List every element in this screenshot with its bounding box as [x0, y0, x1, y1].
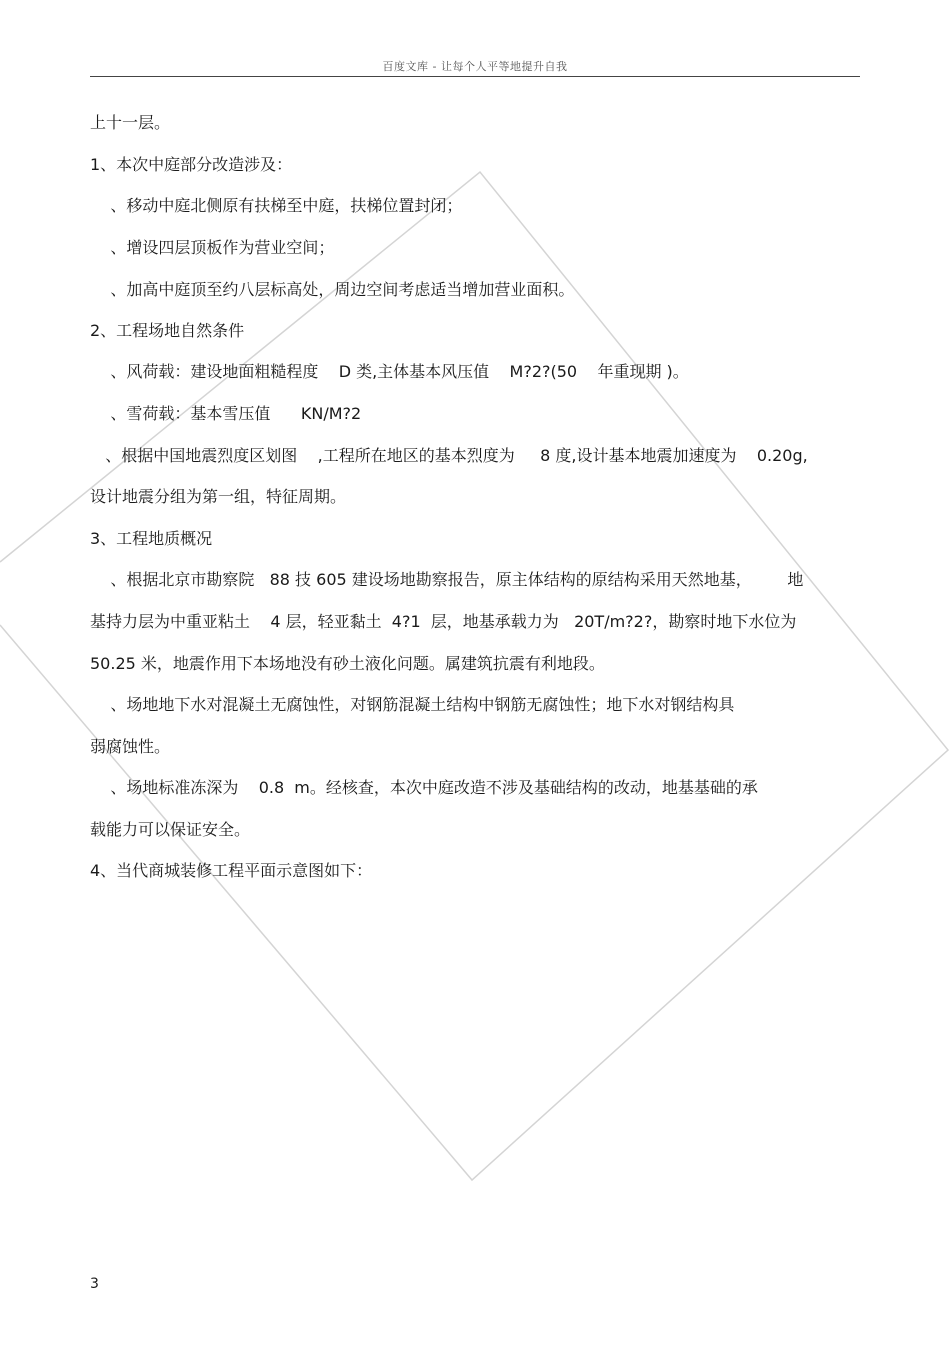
paragraph-line: 上十一层。 — [90, 113, 171, 132]
list-item: 、风荷载：建设地面粗糙程度 D 类,主体基本风压值 M?2?(50 年重现期 )。 — [90, 362, 689, 381]
section-heading: 4、当代商城装修工程平面示意图如下： — [90, 861, 373, 880]
paragraph-line: 设计地震分组为第一组，特征周期。 — [90, 487, 347, 506]
paragraph-line: 载能力可以保证安全。 — [90, 820, 251, 839]
list-item: 、雪荷载：基本雪压值 KN/M?2 — [90, 404, 362, 423]
list-item: 、增设四层顶板作为营业空间； — [90, 238, 335, 257]
list-item: 、移动中庭北侧原有扶梯至中庭，扶梯位置封闭； — [90, 196, 463, 215]
list-item: 、场地标准冻深为 0.8 m。经核查，本次中庭改造不涉及基础结构的改动，地基基础的承 — [90, 778, 758, 797]
list-item: 、根据北京市勘察院 88 技 605 建设场地勘察报告，原主体结构的原结构采用天然地基， 地 — [90, 570, 804, 589]
paragraph-line: 基持力层为中重亚粘土 4 层，轻亚黏土 4?1 层，地基承载力为 20T/m?2?，勘察时地下水位为 — [90, 612, 797, 631]
section-heading: 2、工程场地自然条件 — [90, 321, 245, 340]
list-item: 、根据中国地震烈度区划图 ,工程所在地区的基本烈度为 8 度,设计基本地震加速度为 0.20g, — [90, 446, 808, 465]
paragraph-line: 弱腐蚀性。 — [90, 737, 171, 756]
list-item: 、加高中庭顶至约八层标高处，周边空间考虑适当增加营业面积。 — [90, 280, 575, 299]
list-item: 、场地地下水对混凝土无腐蚀性，对钢筋混凝土结构中钢筋无腐蚀性；地下水对钢结构具 — [90, 695, 735, 714]
section-heading: 3、工程地质概况 — [90, 529, 213, 548]
section-heading: 1、本次中庭部分改造涉及： — [90, 155, 293, 174]
page-number: 3 — [90, 1276, 99, 1292]
paragraph-line: 50.25 米，地震作用下本场地没有砂土液化问题。属建筑抗震有利地段。 — [90, 654, 605, 673]
header-divider — [90, 76, 860, 77]
page-header: 百度文库 - 让每个人平等地提升自我 — [382, 60, 568, 73]
